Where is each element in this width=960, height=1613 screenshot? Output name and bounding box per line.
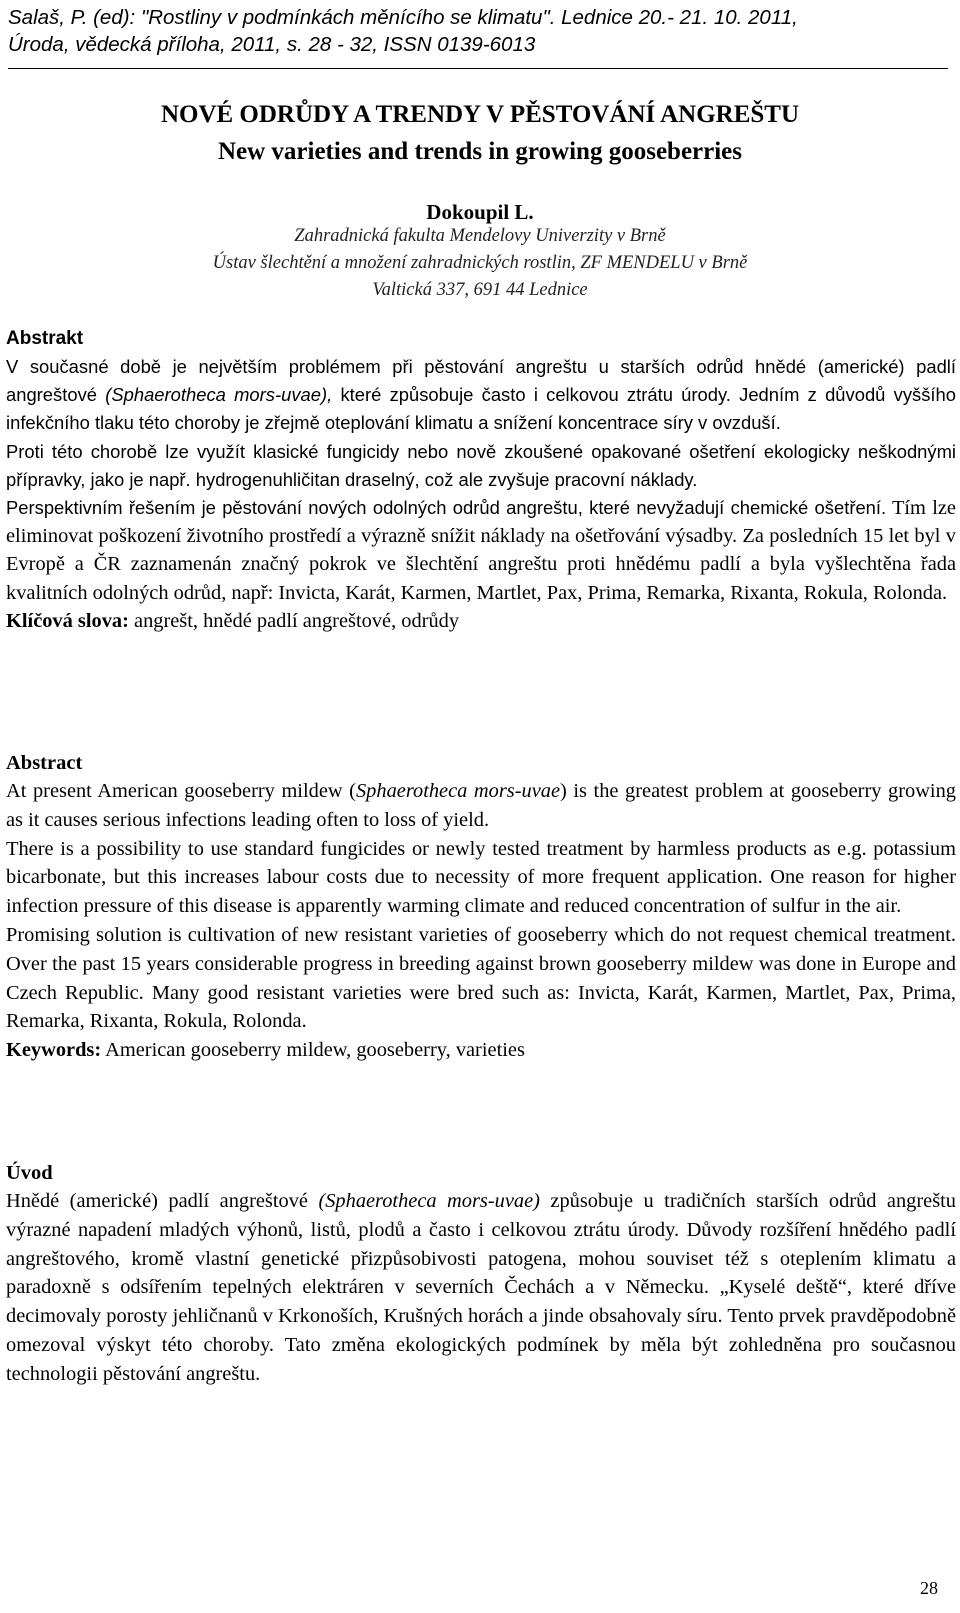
- affiliation-line-1: Zahradnická fakulta Mendelovy Univerzity v Brně: [294, 226, 666, 246]
- citation-line-2: Úroda, vědecká příloha, 2011, s. 28 - 32, ISSN 0139-6013: [8, 33, 536, 56]
- uvod-p1-text-a: Hnědé (americké) padlí angreštové: [6, 1190, 308, 1212]
- author: Dokoupil L.: [426, 200, 534, 224]
- abstract-paragraph-1: [6, 777, 956, 835]
- title-english: New varieties and trends in growing gooseberries: [217, 138, 743, 165]
- header-rule: [8, 68, 948, 69]
- abstract-p1-text-b: ) is the greatest problem at gooseberry growing as it causes serious infections leading often to loss of yield.: [6, 780, 956, 831]
- uvod-section: [6, 1159, 956, 1389]
- abstrakt-p3-text-a: Perspektivním řešením je pěstování nových odolných odrůd angreštu, které nevyžadují chemické ošetření.: [6, 497, 887, 519]
- abstract-p1-species: Sphaerotheca mors-uvae: [355, 780, 560, 802]
- abstrakt-p1-text-a: V současné době je největším problémem při pěstování angreštu u starších odrůd hnědé (americké) padlí angreštové: [6, 356, 956, 406]
- abstract-heading: Abstract: [6, 752, 83, 774]
- uvod-paragraph-1: [6, 1187, 956, 1389]
- title-czech: NOVÉ ODRŮDY A TRENDY V PĚSTOVÁNÍ ANGREŠTU: [160, 101, 800, 128]
- abstract-paragraph-2: There is a possibility to use standard fungicides or newly tested treatment by harmless products as e.g. potassium bicarbonate, but this increases labour costs due to necessity of more frequent application. One reason for higher infection pressure of this disease is apparently warming climate and reduced concentration of sulfur in the air.: [6, 837, 956, 918]
- abstrakt-p3-text-b: Tím lze eliminovat poškození životního prostředí a výrazně snížit náklady na ošetřování výsadby. Za posledních 15 let byl v Evropě a ČR zaznamenán značný pokrok ve šlechtění angreštu proti hnědému padlí a byla vyšlechtěna řada kvalitních odolných odrůd, např: Invicta, Karát, Karmen, Martlet, Pax, Prima, Remarka, Rixanta, Rokula, Rolonda.: [6, 497, 956, 604]
- uvod-p1-text-b: způsobuje u tradičních starších odrůd angreštu výrazné napadení mladých výhonů, listů, plodů a často i celkovou ztrátu úrody. Důvody rozšíření hnědého padlí angreštového, kromě vlastní genetické přizpůsobivosti patogena, mohou souviset též s oteplením klimatu a paradoxně s odsířením tepelných elektráren v severních Čechách a v Německu. „Kyselé deště“, které dříve decimovaly porosty jehličnanů v Krkonoších, Krušných horách a jinde obsahovaly síru. Tento prvek pravděpodobně omezoval výskyt této choroby. Tato změna ekologických podmínek by měla být zohledněna pro současnou technologii pěstování angreštu.: [6, 1190, 956, 1385]
- abstract-keywords-text: American gooseberry mildew, gooseberry, varieties: [105, 1039, 525, 1062]
- abstract-keywords-label: Keywords:: [6, 1039, 102, 1062]
- citation-header: [8, 4, 958, 58]
- abstrakt-p1-text-b: které způsobuje často i celkovou ztrátu úrody. Jedním z důvodů vyššího infekčního tlaku této choroby je zřejmě oteplování klimatu a snížení koncentrace síry v ovzduší.: [6, 384, 956, 434]
- abstrakt-paragraph-3: [6, 494, 956, 607]
- abstrakt-keywords-label: Klíčová slova:: [6, 609, 129, 632]
- abstrakt-p1-species: (Sphaerotheca mors-uvae),: [105, 384, 333, 406]
- abstrakt-section: [6, 325, 956, 636]
- abstrakt-keywords: [6, 607, 956, 636]
- abstrakt-paragraph-2: Proti této chorobě lze využít klasické fungicidy nebo nově zkoušené opakované ošetření ekologicky neškodnými přípravky, jako je např. hydrogenuhličitan draselný, což ale zvyšuje pracovní náklady.: [6, 440, 956, 490]
- abstract-keywords: [6, 1036, 956, 1065]
- affiliation-line-2: Ústav šlechtění a množení zahradnických rostlin, ZF MENDELU v Brně: [212, 253, 748, 273]
- abstrakt-heading: Abstrakt: [6, 328, 84, 349]
- abstract-section: [6, 749, 956, 1065]
- abstract-paragraph-3: Promising solution is cultivation of new resistant varieties of gooseberry which do not request chemical treatment. Over the past 15 years considerable progress in breeding against brown gooseberry mildew was done in Europe and Czech Republic. Many good resistant varieties were bred such as: Invicta, Karát, Karmen, Martlet, Pax, Prima, Remarka, Rixanta, Rokula, Rolonda.: [6, 923, 956, 1033]
- citation-line-1: Salaš, P. (ed): "Rostliny v podmínkách měnícího se klimatu". Lednice 20.- 21. 10. 2011,: [8, 6, 798, 29]
- abstrakt-paragraph-1: [6, 353, 956, 438]
- abstrakt-keywords-text: angrešt, hnědé padlí angreštové, odrůdy: [134, 609, 460, 632]
- uvod-heading: Úvod: [6, 1162, 53, 1184]
- affiliation-line-3: Valtická 337, 691 44 Lednice: [372, 280, 588, 300]
- abstract-p1-text-a: At present American gooseberry mildew (: [6, 780, 356, 802]
- page-number: 28: [920, 1578, 938, 1598]
- uvod-p1-species: (Sphaerotheca mors-uvae): [318, 1190, 540, 1212]
